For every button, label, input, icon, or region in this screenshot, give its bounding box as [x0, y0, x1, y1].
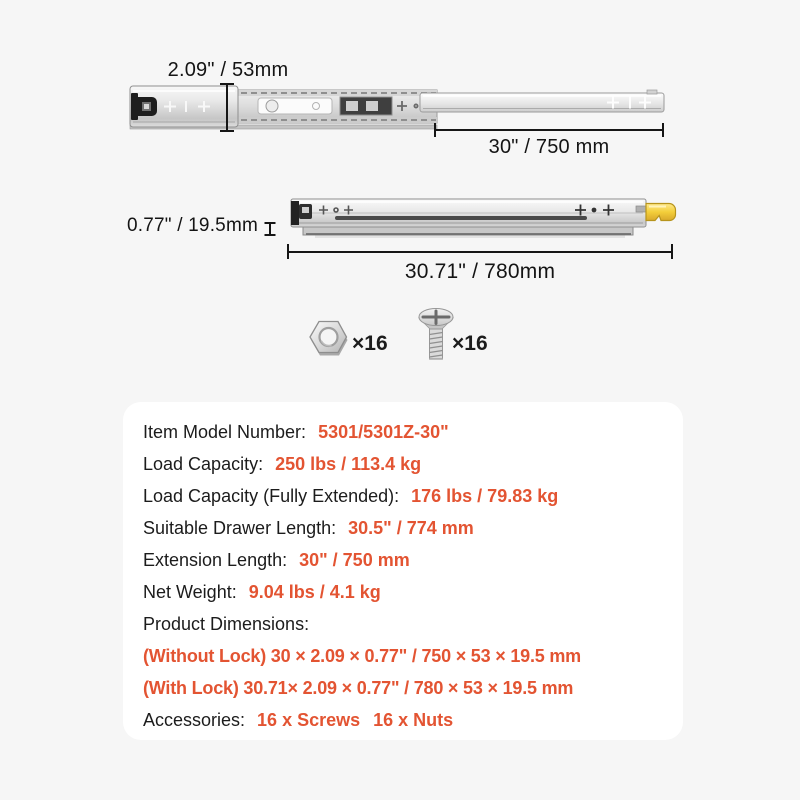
spec-row-load-capacity: [143, 448, 663, 480]
height-dimension-mark: [265, 223, 276, 235]
screws-count: ×16: [452, 332, 488, 355]
spec-value: 5301/5301Z-30": [318, 421, 449, 442]
middle-rail: [238, 90, 437, 123]
extended-height-dimension-label: 2.09" / 53mm: [167, 59, 289, 81]
spec-label: Accessories:: [143, 709, 246, 730]
spec-value: 30.5" / 774 mm: [348, 517, 474, 538]
screw-icon: [416, 306, 456, 364]
spec-row-extension-length: [143, 544, 663, 576]
locked-length-dimension-label: 30.71" / 780mm: [404, 260, 556, 283]
locked-height-dimension-label: 0.77" / 19.5mm: [127, 215, 258, 236]
locked-slide-figure: [120, 186, 690, 300]
spec-value: (Without Lock) 30 × 2.09 × 0.77" / 750 × 53 × 19.5 mm: [143, 645, 581, 666]
outer-rail: [130, 86, 238, 127]
spec-row-dimensions-with-lock: [143, 672, 663, 704]
spec-value-screws: 16 x Screws: [257, 709, 361, 730]
included-hardware: [300, 304, 520, 368]
extended-length-dimension-label: 30" / 750 mm: [488, 136, 610, 158]
length-dimension-line: [435, 123, 663, 137]
spec-value: 9.04 lbs / 4.1 kg: [248, 581, 381, 602]
spec-label: Net Weight:: [143, 581, 237, 602]
hex-nut-icon: [308, 318, 350, 358]
spec-row-load-capacity-extended: [143, 480, 663, 512]
inner-rail: [420, 90, 664, 112]
base-flange: [303, 227, 633, 235]
spec-row-drawer-length: [143, 512, 663, 544]
spec-value: 250 lbs / 113.4 kg: [275, 453, 422, 474]
spec-label: Suitable Drawer Length:: [143, 517, 337, 538]
spec-value: 176 lbs / 79.83 kg: [411, 485, 559, 506]
extended-slide-figure: [120, 46, 680, 166]
nuts-count: ×16: [352, 332, 388, 355]
spec-label: Item Model Number:: [143, 421, 307, 442]
spec-value: 30" / 750 mm: [299, 549, 410, 570]
length-dimension-line: [288, 244, 672, 259]
spec-row-dimensions-without-lock: [143, 640, 663, 672]
slide-body: [291, 199, 646, 227]
spec-label: Load Capacity:: [143, 453, 264, 474]
spec-row-model: [143, 416, 663, 448]
spec-row-product-dimensions-heading: [143, 608, 663, 640]
spec-label: Extension Length:: [143, 549, 288, 570]
spec-row-accessories: [143, 704, 663, 736]
spec-label: Load Capacity (Fully Extended):: [143, 485, 400, 506]
spec-label: Product Dimensions:: [143, 613, 310, 634]
spec-value-nuts: 16 x Nuts: [373, 709, 454, 730]
spec-row-net-weight: [143, 576, 663, 608]
spec-value: (With Lock) 30.71× 2.09 × 0.77" / 780 × 53 × 19.5 mm: [143, 677, 574, 698]
specifications-panel: [123, 402, 683, 740]
